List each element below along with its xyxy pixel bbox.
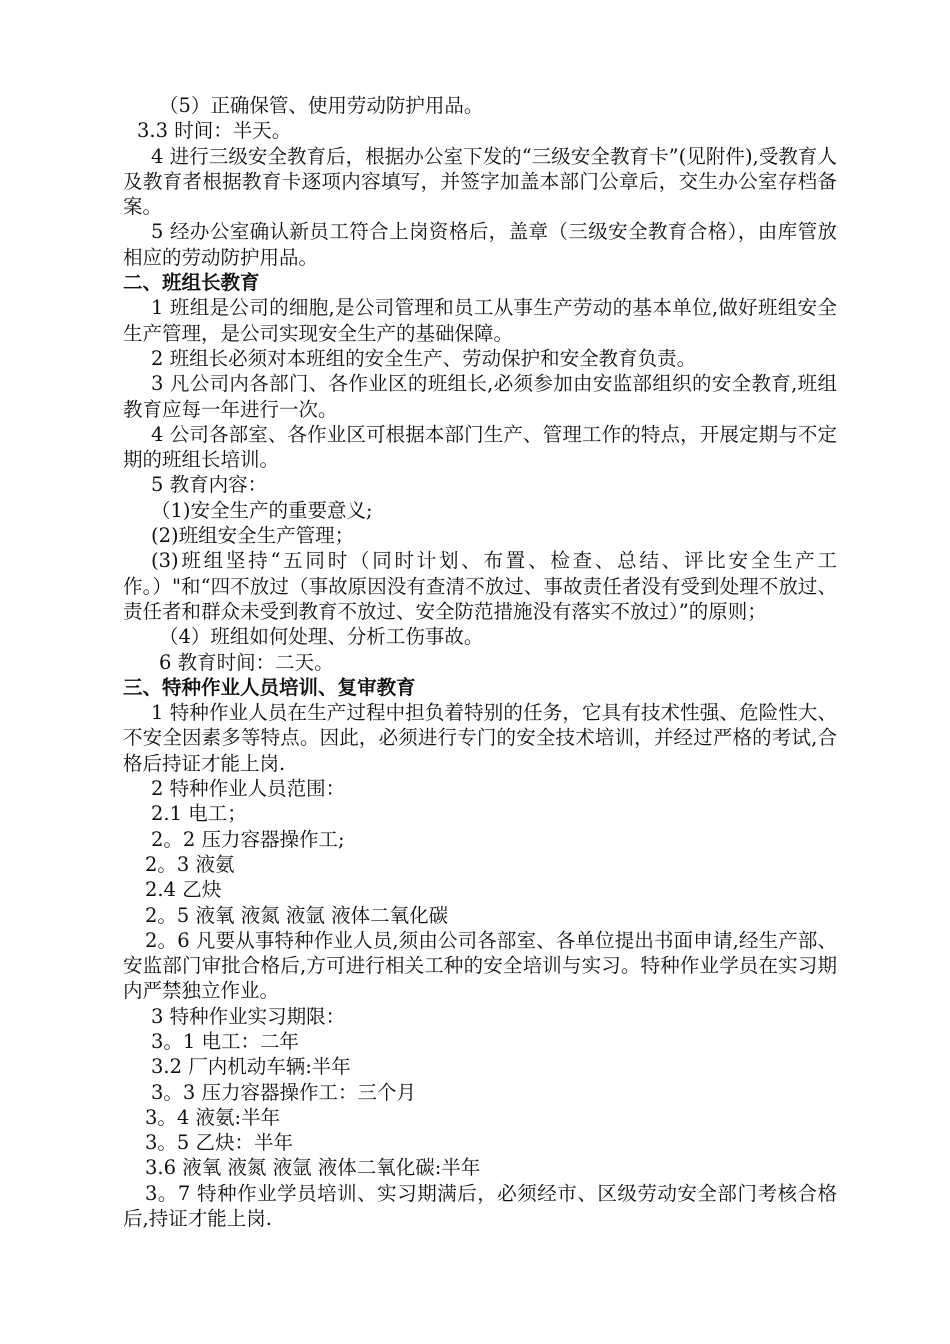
paragraph-periodic-training: 4 公司各部室、各作业区可根据本部门生产、管理工作的特点，开展定期与不定期的班组长培训。 [123, 422, 837, 472]
paragraph-education-two-days: 6 教育时间：二天。 [159, 650, 334, 674]
list-item-vehicle-period: 3.2 厂内机动车辆:半年 [151, 1055, 351, 1079]
paragraph-team-leader-training: 3 凡公司内各部门、各作业区的班组长,必须参加由安监部组织的安全教育,班组教育应每一年进行一次。 [123, 372, 837, 421]
list-item-five-simultaneous: (3)班组坚持“五同时（同时计划、布置、检查、总结、评比安全生产工作。）"和“四不放过（事故原因没有查清不放过、事故责任者没有受到处理不放过、责任者和群众未受到教育不放过、安全防范措施没有落实不放过）”的原则； [123, 549, 837, 623]
paragraph-education-content: 5 教育内容： [151, 473, 268, 497]
list-item-liquid-ammonia: 2。3 液氨 [145, 852, 235, 876]
document-page [123, 93, 837, 1231]
paragraph-time-half-day: 3.3 时间：半天。 [137, 119, 292, 143]
paragraph-protective-equipment: （5）正确保管、使用劳动防护用品。 [159, 94, 484, 117]
list-item-pressure-vessel-period: 3。3 压力容器操作工：三个月 [151, 1080, 417, 1104]
list-item-liquid-gases-period: 3.6 液氧 液氮 液氩 液体二氧化碳:半年 [145, 1156, 481, 1180]
section-heading-team-leader: 二、班组长教育 [123, 271, 260, 295]
paragraph-education-card: 4 进行三级安全教育后，根据办公室下发的“三级安全教育卡”(见附件),受教育人及教育者根据教育卡逐项内容填写，并签字加盖本部门公章后，交生办公室存档备案。 [123, 144, 837, 219]
list-item-liquid-gases: 2。5 液氧 液氮 液氩 液体二氧化碳 [145, 903, 449, 927]
list-item-acetylene-period: 3。5 乙炔：半年 [145, 1131, 294, 1155]
list-item-pressure-vessel: 2。2 压力容器操作工; [151, 827, 345, 851]
paragraph-special-operator-scope: 2 特种作业人员范围： [151, 777, 346, 801]
paragraph-application-approval: 2。6 凡要从事特种作业人员,须由公司各部室、各单位提出书面申请,经生产部、安监部门审批合格后,方可进行相关工种的安全培训与实习。特种作业学员在实习期内严禁独立作业。 [123, 928, 837, 1003]
list-item-team-management: (2)班组安全生产管理； [151, 524, 355, 548]
paragraph-internship-period: 3 特种作业实习期限： [151, 1004, 346, 1028]
paragraph-team-leader-responsibility: 2 班组长必须对本班组的安全生产、劳动保护和安全教育负责。 [151, 346, 697, 370]
list-item-importance: （1)安全生产的重要意义; [151, 498, 373, 522]
list-item-ammonia-period: 3。4 液氨:半年 [145, 1105, 281, 1129]
list-item-electrician-period: 3。1 电工：二年 [151, 1029, 300, 1053]
list-item-acetylene: 2.4 乙炔 [145, 878, 222, 902]
paragraph-special-operator-tasks: 1 特种作业人员在生产过程中担负着特别的任务，它具有技术性强、危险性大、不安全因素多等特点。因此，必须进行专门的安全技术培训，并经过严格的考试,合格后持证才能上岗. [123, 701, 837, 775]
paragraph-qualification-stamp: 5 经办公室确认新员工符合上岗资格后，盖章（三级安全教育合格），由库管放相应的劳动防护用品。 [123, 220, 837, 269]
paragraph-certification: 3。7 特种作业学员培训、实习期满后，必须经市、区级劳动安全部门考核合格后,持证才能上岗. [123, 1181, 837, 1231]
section-heading-special-operations: 三、特种作业人员培训、复审教育 [123, 675, 416, 699]
list-item-electrician: 2.1 电工； [151, 802, 247, 826]
paragraph-team-cell: 1 班组是公司的细胞,是公司管理和员工从事生产劳动的基本单位,做好班组安全生产管理，是公司实现安全生产的基础保障。 [123, 296, 837, 345]
list-item-injury-accident: （4）班组如何处理、分析工伤事故。 [159, 625, 484, 649]
